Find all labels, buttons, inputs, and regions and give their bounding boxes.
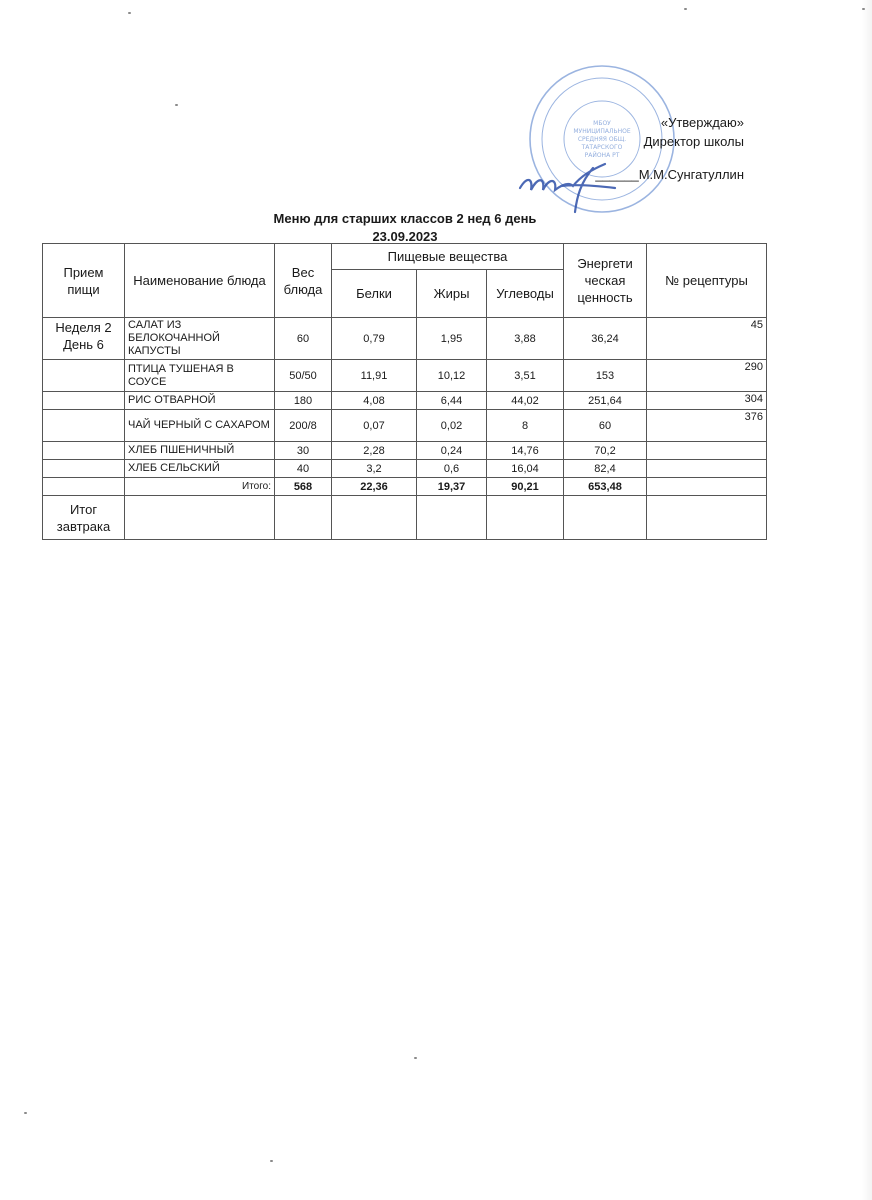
dish-protein: 2,28 (332, 442, 417, 460)
dish-name: ЧАЙ ЧЕРНЫЙ С САХАРОМ (125, 410, 275, 442)
header-protein: Белки (332, 270, 417, 318)
dish-name: ПТИЦА ТУШЕНАЯ В СОУСЕ (125, 360, 275, 392)
total-energy: 653,48 (564, 478, 647, 496)
empty-cell (332, 496, 417, 540)
meal-cell-empty (43, 410, 125, 442)
meal-label: Неделя 2 День 6 (43, 318, 125, 360)
empty-cell (487, 496, 564, 540)
dish-energy: 36,24 (564, 318, 647, 360)
dish-weight: 50/50 (275, 360, 332, 392)
table-row (43, 360, 767, 392)
header-recipe: № рецептуры (647, 244, 767, 318)
dish-weight: 180 (275, 392, 332, 410)
table-row (43, 392, 767, 410)
meal-cell-empty (43, 478, 125, 496)
dish-protein: 4,08 (332, 392, 417, 410)
stamp-text: МУНИЦИПАЛЬНОЕ (573, 128, 631, 135)
approval-heading: «Утверждаю» (660, 115, 744, 130)
stamp-text: МБОУ (593, 120, 611, 127)
menu-table (42, 243, 767, 540)
approval-signatory: ______М.М.Сунгатуллин (595, 167, 744, 182)
header-carbs: Углеводы (487, 270, 564, 318)
dish-carbs: 3,88 (487, 318, 564, 360)
total-protein: 22,36 (332, 478, 417, 496)
scan-speck (175, 104, 178, 106)
empty-cell (564, 496, 647, 540)
table-row (43, 460, 767, 478)
dish-recipe: 376 (647, 410, 767, 442)
menu-date: 23.09.2023 (372, 229, 438, 244)
dish-fat: 10,12 (417, 360, 487, 392)
dish-fat: 0,02 (417, 410, 487, 442)
dish-recipe: 304 (647, 392, 767, 410)
dish-energy: 60 (564, 410, 647, 442)
dish-weight: 30 (275, 442, 332, 460)
dish-name: ХЛЕБ СЕЛЬСКИЙ (125, 460, 275, 478)
header-dish: Наименование блюда (125, 244, 275, 318)
table-row (43, 410, 767, 442)
stamp-text: СРЕДНЯЯ ОБЩ. (577, 136, 627, 143)
scan-speck (128, 12, 131, 14)
total-row (43, 478, 767, 496)
total-recipe-empty (647, 478, 767, 496)
total-label: Итого: (125, 478, 275, 496)
header-fat: Жиры (417, 270, 487, 318)
header-meal: Прием пищи (43, 244, 125, 318)
total-carbs: 90,21 (487, 478, 564, 496)
breakfast-total-row (43, 496, 767, 540)
breakfast-total-label: Итог завтрака (43, 496, 125, 540)
scan-speck (414, 1057, 417, 1059)
dish-protein: 0,07 (332, 410, 417, 442)
dish-fat: 6,44 (417, 392, 487, 410)
scan-speck (24, 1112, 27, 1114)
total-fat: 19,37 (417, 478, 487, 496)
table-row (43, 318, 767, 360)
dish-carbs: 14,76 (487, 442, 564, 460)
dish-carbs: 44,02 (487, 392, 564, 410)
dish-fat: 0,24 (417, 442, 487, 460)
dish-recipe (647, 442, 767, 460)
meal-cell-empty (43, 392, 125, 410)
dish-fat: 1,95 (417, 318, 487, 360)
dish-carbs: 8 (487, 410, 564, 442)
approval-position: Директор школы (643, 134, 744, 149)
header-weight: Вес блюда (275, 244, 332, 318)
scan-speck (862, 8, 865, 10)
meal-cell-empty (43, 460, 125, 478)
menu-title: Меню для старших классов 2 нед 6 день (273, 211, 537, 226)
stamp-text: ТАТАРСКОГО (581, 144, 623, 151)
table-row (43, 442, 767, 460)
dish-carbs: 3,51 (487, 360, 564, 392)
dish-fat: 0,6 (417, 460, 487, 478)
empty-cell (647, 496, 767, 540)
dish-weight: 60 (275, 318, 332, 360)
dish-recipe (647, 460, 767, 478)
dish-recipe: 290 (647, 360, 767, 392)
dish-name: РИС ОТВАРНОЙ (125, 392, 275, 410)
approval-block (595, 113, 744, 184)
empty-cell (275, 496, 332, 540)
dish-name: ХЛЕБ ПШЕНИЧНЫЙ (125, 442, 275, 460)
dish-energy: 153 (564, 360, 647, 392)
empty-cell (417, 496, 487, 540)
scan-speck (684, 8, 687, 10)
meal-cell-empty (43, 442, 125, 460)
meal-cell-empty (43, 360, 125, 392)
dish-carbs: 16,04 (487, 460, 564, 478)
dish-recipe: 45 (647, 318, 767, 360)
dish-protein: 0,79 (332, 318, 417, 360)
scan-speck (270, 1160, 273, 1162)
total-weight: 568 (275, 478, 332, 496)
dish-energy: 82,4 (564, 460, 647, 478)
dish-weight: 40 (275, 460, 332, 478)
dish-protein: 3,2 (332, 460, 417, 478)
empty-cell (125, 496, 275, 540)
stamp-text: РАЙОНА РТ (584, 152, 620, 159)
header-energy: Энергети ческая ценность (564, 244, 647, 318)
scan-edge (862, 0, 872, 1200)
dish-energy: 251,64 (564, 392, 647, 410)
dish-energy: 70,2 (564, 442, 647, 460)
dish-name: САЛАТ ИЗ БЕЛОКОЧАННОЙ КАПУСТЫ (125, 318, 275, 360)
dish-protein: 11,91 (332, 360, 417, 392)
dish-weight: 200/8 (275, 410, 332, 442)
header-nutrients: Пищевые вещества (332, 244, 564, 270)
